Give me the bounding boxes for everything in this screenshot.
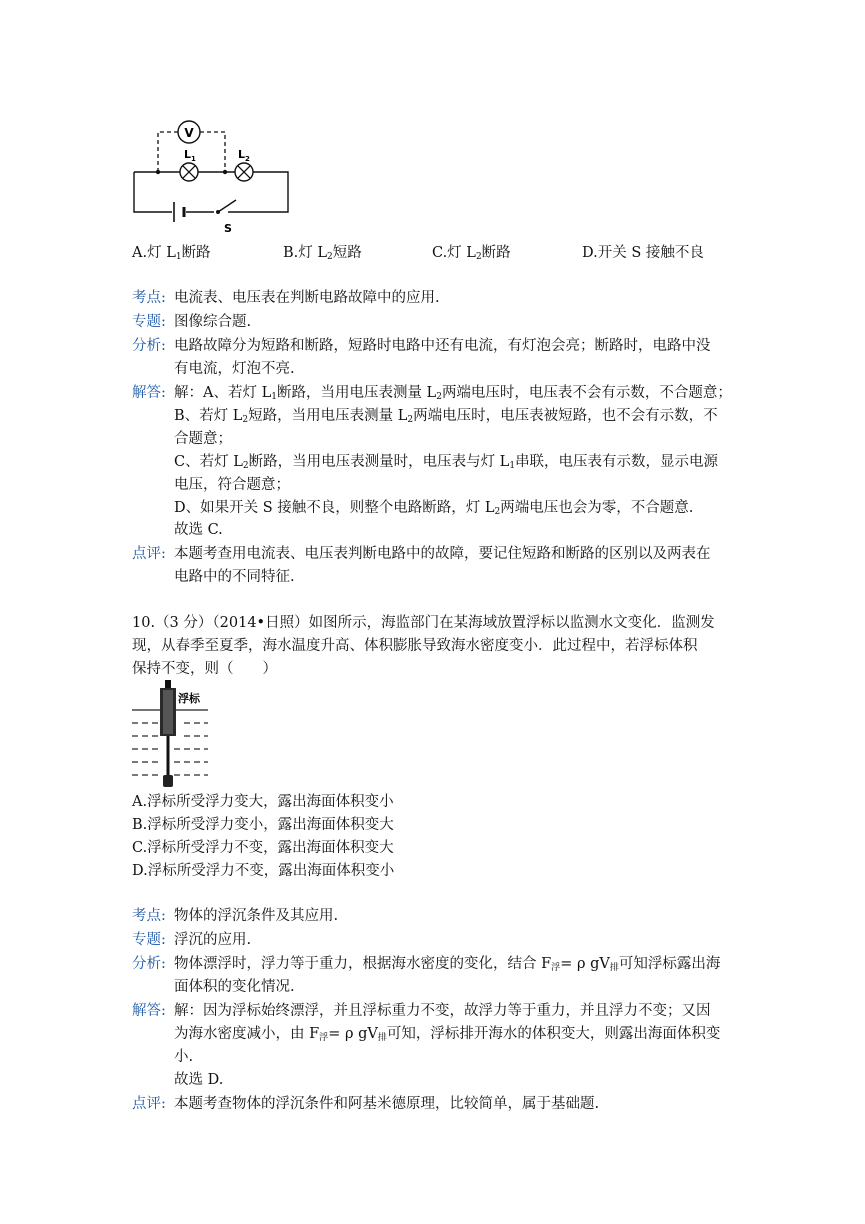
q9-fenxi-label: 分析:	[132, 338, 166, 354]
q9-jieda-conclusion: 故选 C.	[174, 522, 223, 538]
q10-zhuanti-text: 浮沉的应用.	[174, 932, 252, 948]
q10-jieda-line2: 为海水密度减小，由 $F_浮= \rho$ $gV_排$可知，浮标排开海水的体积变大，则露出海面体积变	[174, 1026, 721, 1043]
buoy-diagram	[130, 680, 210, 790]
q9-jieda-b: B、若灯 $L_2$短路，当用电压表测量 $L_2$两端电压时，电压表被短路，也不会有示数，不	[174, 408, 718, 425]
lamp-l2-icon	[235, 163, 253, 181]
q9-jieda-label: 解答:	[132, 385, 166, 401]
q10-fenxi-line1: 物体漂浮时，浮力等于重力，根据海水密度的变化，结合 $F_浮= \rho$ $gV_排$可知浮标露出海	[174, 956, 721, 973]
lamp2-label: L	[238, 148, 246, 161]
switch-label: S	[224, 222, 232, 235]
q10-jieda-label: 解答:	[132, 1003, 166, 1019]
q9-option-a: A.灯 $L_1$断路	[132, 245, 211, 262]
q10-kaodian-text: 物体的浮沉条件及其应用.	[174, 908, 339, 924]
buoy-label: 浮标	[178, 692, 200, 705]
lamp1-label: L	[184, 148, 192, 161]
lamp2-sub: 2	[245, 155, 250, 163]
q9-jieda-c: C、若灯 $L_2$断路，当用电压表测量时，电压表与灯 $L_1$串联，电压表有示数，显示电源	[174, 454, 719, 471]
q10-fenxi-label: 分析:	[132, 956, 166, 972]
q9-fenxi-line1: 电路故障分为短路和断路，短路时电路中还有电流，有灯泡会亮；断路时，电路中没	[174, 338, 711, 354]
circuit-diagram	[128, 114, 298, 236]
q10-dianping-text: 本题考查物体的浮沉条件和阿基米德原理，比较简单，属于基础题.	[174, 1096, 600, 1112]
q10-stem-line2: 现，从春季至夏季，海水温度升高、体积膨胀导致海水密度变小．此过程中，若浮标体积	[132, 638, 698, 654]
q10-jieda-conclusion: 故选 D.	[174, 1072, 224, 1088]
lamp-l1-icon	[180, 163, 198, 181]
q9-jieda-b2: 合题意；	[174, 431, 232, 447]
q10-stem-line3: 保持不变，则（ ）	[132, 661, 277, 677]
q9-fenxi-line2: 有电流，灯泡不亮.	[174, 361, 295, 377]
q10-fenxi-line2: 面体积的变化情况.	[174, 979, 295, 995]
q9-jieda-d: D、如果开关 S 接触不良，则整个电路断路，灯 $L_2$两端电压也会为零，不合题意.	[174, 500, 694, 517]
q10-option-b: B.浮标所受浮力变小，露出海面体积变大	[132, 817, 394, 833]
q10-option-a: A.浮标所受浮力变大，露出海面体积变小	[132, 794, 394, 810]
lamp1-sub: 1	[191, 155, 196, 163]
battery-icon	[174, 202, 184, 222]
q9-kaodian-label: 考点:	[132, 290, 166, 306]
q10-kaodian-label: 考点:	[132, 908, 166, 924]
q10-zhuanti-label: 专题:	[132, 932, 166, 948]
q10-dianping-label: 点评:	[132, 1096, 166, 1112]
q9-zhuanti-text: 图像综合题.	[174, 314, 252, 330]
q10-stem-line1: 10.（3 分）（2014•日照）如图所示，海监部门在某海域放置浮标以监测水文变化．监测发	[132, 615, 715, 631]
q10-jieda-line3: 小.	[174, 1049, 194, 1065]
q9-option-d: D.开关 S 接触不良	[582, 245, 704, 261]
voltmeter-label: V	[184, 126, 194, 140]
q9-zhuanti-label: 专题:	[132, 314, 166, 330]
q10-option-d: D.浮标所受浮力不变，露出海面体积变小	[132, 863, 395, 879]
q9-dianping-label: 点评:	[132, 546, 166, 562]
q9-option-c: C.灯 $L_2$断路	[432, 245, 511, 262]
q9-jieda-a: 解：A、若灯 $L_1$断路，当用电压表测量 $L_2$两端电压时，电压表不会有示数，不合题意；	[174, 385, 732, 402]
q10-option-c: C.浮标所受浮力不变，露出海面体积变大	[132, 840, 394, 856]
q9-jieda-c2: 电压，符合题意；	[174, 477, 290, 493]
q9-dianping-line1: 本题考查用电流表、电压表判断电路中的故障，要记住短路和断路的区别以及两表在	[174, 546, 711, 562]
q9-option-b: B.灯 $L_2$短路	[283, 245, 362, 262]
q10-jieda-line1: 解：因为浮标始终漂浮，并且浮标重力不变，故浮力等于重力，并且浮力不变；又因	[174, 1003, 711, 1019]
q9-kaodian-text: 电流表、电压表在判断电路故障中的应用.	[174, 290, 440, 306]
q9-dianping-line2: 电路中的不同特征.	[174, 569, 295, 585]
buoy-icon	[160, 680, 176, 787]
